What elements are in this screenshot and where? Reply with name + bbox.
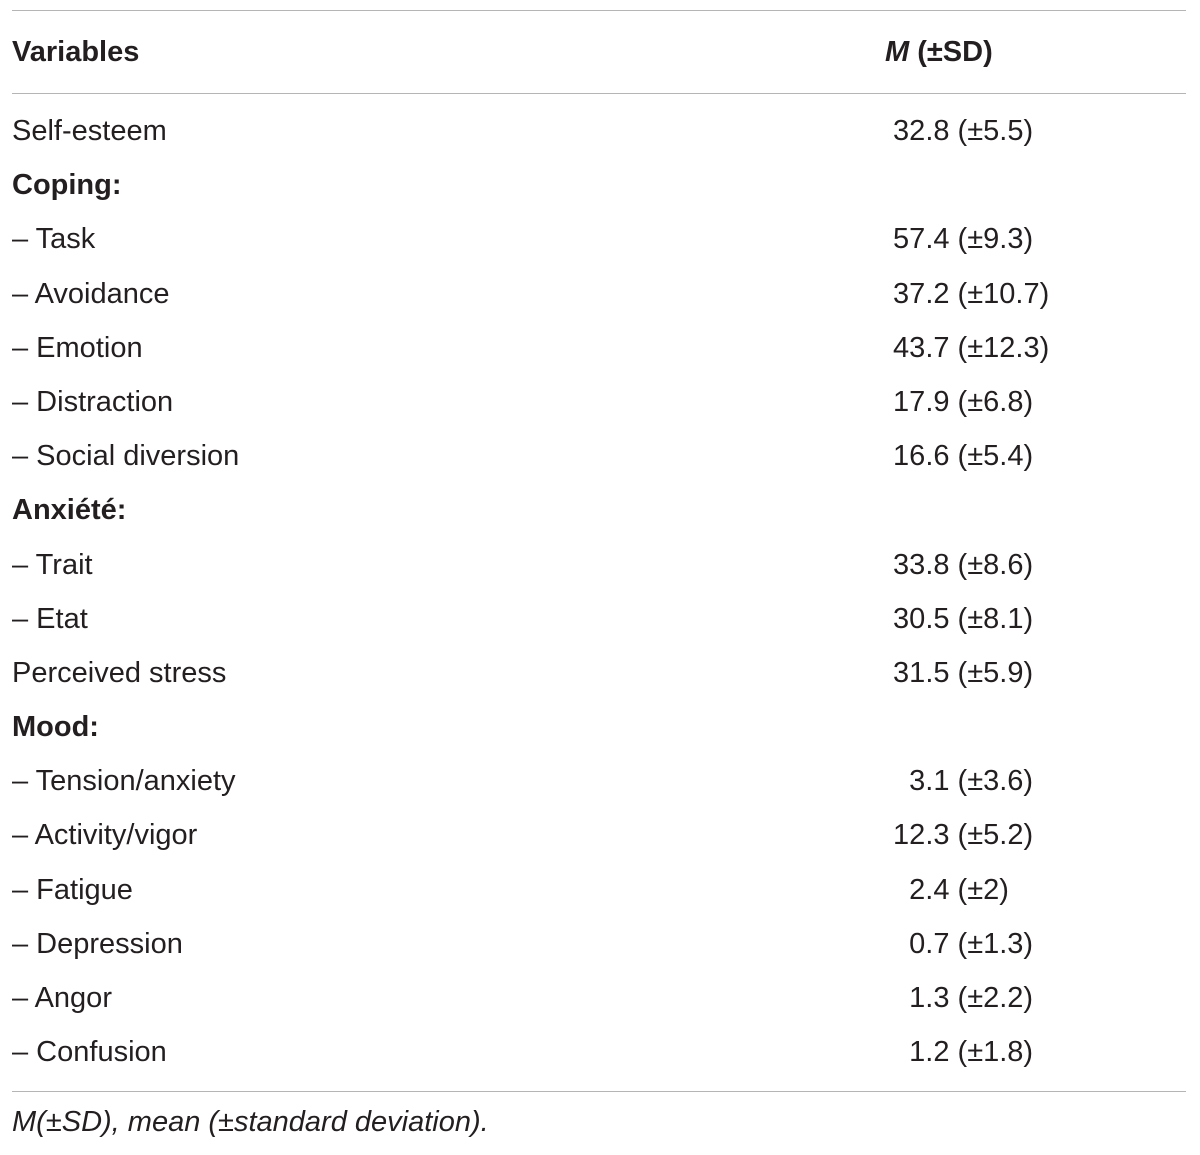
group-label: Coping: (12, 169, 122, 202)
table-row (12, 431, 1186, 485)
row-label: – Angor (12, 982, 112, 1014)
table-row (12, 756, 1186, 810)
header-mean-sd (885, 36, 993, 69)
table-row (12, 106, 1186, 160)
header-mean-symbol: M (885, 36, 910, 68)
header-sd-label: (±SD) (909, 36, 993, 68)
table-row (12, 810, 1186, 864)
row-value: 0.7 (±1.3) (885, 927, 1034, 960)
table-body (12, 94, 1186, 1091)
row-value: 33.8 (±8.6) (885, 548, 1034, 581)
table-row (12, 214, 1186, 268)
row-value: 1.3 (±2.2) (885, 982, 1034, 1014)
group-label: Anxiété: (12, 494, 127, 527)
row-value: 31.5 (±5.9) (885, 656, 1034, 689)
row-label: – Avoidance (12, 277, 170, 310)
row-value: 1.2 (±1.8) (885, 1036, 1034, 1069)
table-header (12, 11, 1186, 93)
row-label: Perceived stress (12, 656, 227, 689)
header-variables: Variables (12, 36, 140, 68)
row-value: 57.4 (±9.3) (885, 223, 1034, 256)
table-row (12, 540, 1186, 594)
row-value: 12.3 (±5.2) (885, 819, 1034, 852)
table-row (12, 648, 1186, 702)
row-label: – Confusion (12, 1036, 167, 1069)
row-label: – Task (12, 223, 96, 256)
table-group-row (12, 160, 1186, 214)
row-value: 16.6 (±5.4) (885, 440, 1034, 473)
table-row (12, 973, 1186, 1027)
row-value: 30.5 (±8.1) (885, 602, 1034, 635)
statistics-table (12, 10, 1186, 1139)
row-label: Self-esteem (12, 115, 167, 147)
row-label: – Emotion (12, 331, 143, 364)
row-label: – Trait (12, 548, 93, 581)
group-label: Mood: (12, 711, 99, 744)
table-row (12, 323, 1186, 377)
row-label: – Social diversion (12, 440, 240, 473)
table-row (12, 269, 1186, 323)
row-value: 17.9 (±6.8) (885, 385, 1034, 418)
table-row (12, 865, 1186, 919)
row-value: 37.2 (±10.7) (885, 277, 1050, 310)
table-footnote: M(±SD), mean (±standard deviation). (12, 1106, 489, 1139)
row-label: – Activity/vigor (12, 819, 198, 852)
row-value: 32.8 (±5.5) (885, 115, 1034, 147)
row-label: – Tension/anxiety (12, 765, 236, 798)
row-value: 3.1 (±3.6) (885, 765, 1034, 798)
row-label: – Fatigue (12, 873, 133, 906)
row-value: 2.4 (±2) (885, 873, 1009, 906)
row-label: – Distraction (12, 385, 174, 418)
table-group-row (12, 485, 1186, 539)
table-row (12, 377, 1186, 431)
row-label: – Depression (12, 927, 183, 960)
table-row (12, 594, 1186, 648)
row-label: – Etat (12, 602, 88, 635)
table-group-row (12, 702, 1186, 756)
table-row (12, 919, 1186, 973)
table-row (12, 1027, 1186, 1081)
row-value: 43.7 (±12.3) (885, 331, 1050, 364)
